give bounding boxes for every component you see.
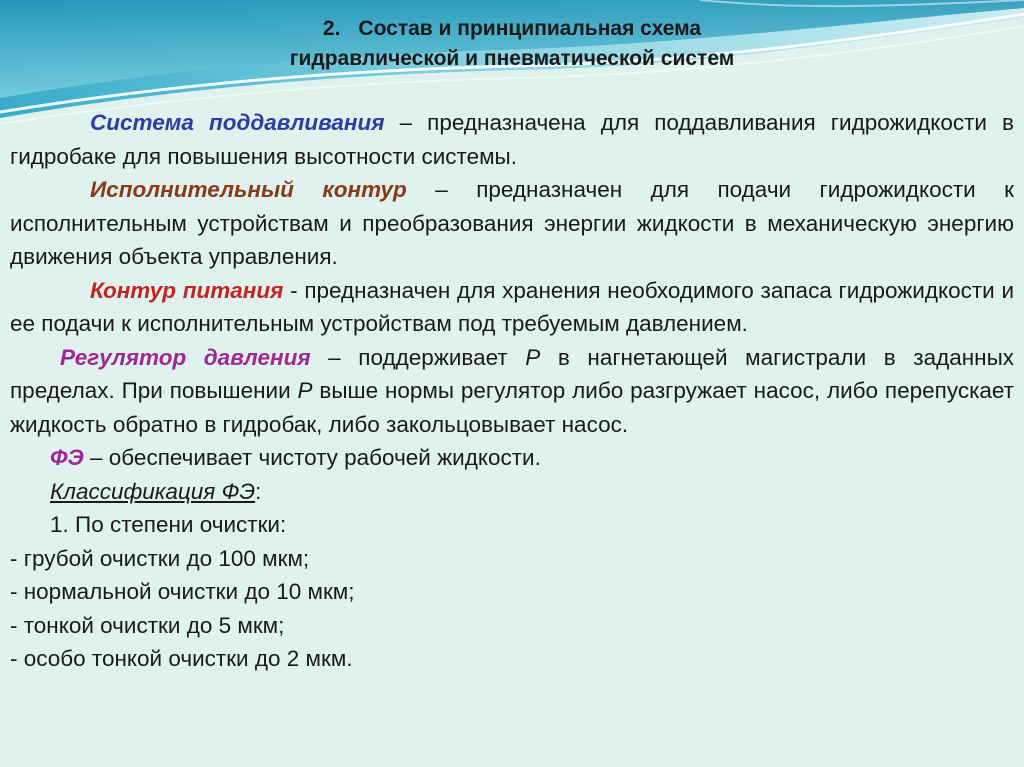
paragraph-supply-circuit [10, 274, 1014, 341]
term-pressure-regulator: Регулятор давления [60, 344, 311, 370]
title-text-1: Состав и принципиальная схема [358, 17, 702, 40]
definition-text: поддерживает [358, 344, 526, 370]
title-number: 2. [322, 17, 341, 40]
definition-text: выше нормы регулятор либо разгружает насос, либо перепускает жидкость обратно в гидробак, либо закольцовывает насос. [10, 378, 1014, 437]
title-line-1 [0, 14, 1024, 44]
dash: – [406, 177, 477, 202]
title-line-2: гидравлической и пневматической систем [289, 47, 735, 70]
definition-text: в нагнетающей магистрали в заданных пределах. При повышении [10, 344, 1014, 403]
paragraph-filter-element [10, 441, 1014, 475]
term-pressurization-system: Система поддавливания [90, 110, 385, 135]
classification-heading-text: Классификация ФЭ [50, 478, 256, 504]
definition-text: предназначен для подачи гидрожидкости к исполнительным устройствам и преобразования энергии жидкости в механическую энергию движения объекта управления. [10, 177, 1014, 269]
paragraph-pressurization-system [10, 106, 1014, 173]
classification-heading [10, 475, 1014, 509]
dash: – [83, 445, 109, 470]
dash: – [384, 110, 428, 135]
dash: – [310, 344, 359, 370]
definition-text: обеспечивает чистоту рабочей жидкости. [108, 445, 541, 470]
definition-text: предназначен для хранения необходимого запаса гидрожидкости и ее подачи к исполнительным устройствам под требуемым давлением. [10, 277, 1015, 336]
term-supply-circuit: Контур питания [90, 277, 284, 303]
paragraph-executive-circuit [10, 173, 1014, 274]
pressure-symbol: Р [525, 344, 541, 370]
slide-body [10, 106, 1014, 676]
list-item: - тонкой очистки до 5 мкм; [10, 612, 285, 638]
list-item: - особо тонкой очистки до 2 мкм. [10, 646, 353, 671]
colon: : [255, 478, 262, 504]
dash: - [283, 277, 305, 303]
definition-text: предназначена для поддавливания гидрожидкости в гидробаке для повышения высотности системы. [10, 110, 1014, 169]
term-filter-element: ФЭ [50, 445, 84, 470]
list-item: - грубой очистки до 100 мкм; [10, 545, 310, 571]
paragraph-pressure-regulator [10, 341, 1014, 442]
classification-subheading: 1. По степени очистки: [50, 512, 287, 537]
slide-title [0, 14, 1024, 74]
term-executive-circuit: Исполнительный контур [90, 177, 407, 202]
list-item: - нормальной очистки до 10 мкм; [10, 579, 355, 604]
pressure-symbol: Р [297, 378, 313, 403]
